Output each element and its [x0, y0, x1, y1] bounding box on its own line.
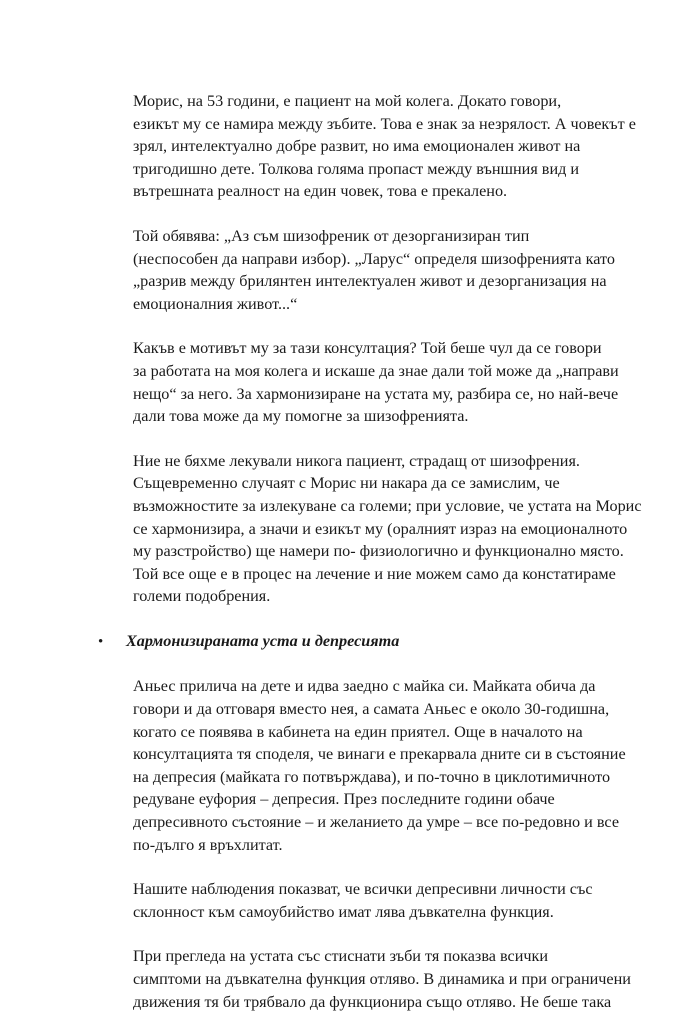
text-line: Той все още е в процес на лечение и ние можем само да констатираме [133, 564, 616, 583]
text-line: големи подобрения. [133, 587, 271, 606]
text-line: възможностите за излекуване са големи; при условие, че устата на Морис [133, 496, 642, 515]
text-line: Нашите наблюдения показват, че всички депресивни личности със [133, 880, 593, 899]
paragraph [98, 337, 618, 427]
text-line: по-дълго я връхлитат. [133, 835, 283, 854]
text-line: говори и да отговаря вместо нея, а самата Аньес е около 30-годишна, [133, 700, 610, 719]
paragraph [98, 675, 626, 856]
paragraph [98, 878, 618, 923]
text-line: При прегледа на устата със стиснати зъби тя показва всички [133, 947, 549, 966]
text-line: „разрив между брилянтен интелектуален живот и дезорганизация на [133, 272, 607, 291]
text-line: вътрешната реалност на един човек, това е прекалено. [133, 182, 508, 201]
paragraphs-before-heading [98, 90, 642, 608]
text-line: на депресия (майката го потвърждава), и по-точно в циклотимичното [133, 767, 611, 786]
section-heading [98, 630, 618, 654]
bullet-icon: • [98, 633, 104, 650]
text-line: депресивното състояние – и желанието да умре – все по-редовно и все [133, 813, 620, 832]
paragraph [98, 945, 631, 1013]
text-line: симптоми на дъвкателна функция отляво. В динамика и при ограничени [133, 970, 631, 988]
text-line: му разстройство) ще намери по- физиологично и функционално място. [133, 542, 624, 561]
text-line: се хармонизира, а значи и езикът му (оралният израз на емоционалното [133, 519, 628, 538]
text-line: емоционалния живот...“ [133, 294, 298, 313]
text-line: склонност към самоубийство имат лява дъвкателна функция. [133, 902, 554, 921]
text-line: Морис, на 53 години, е пациент на мой колега. Докато говори, [133, 92, 562, 110]
text-line: Същевременно случаят с Морис ни накара да се замислим, че [133, 474, 560, 493]
paragraph [98, 225, 618, 315]
text-line: консултацията тя споделя, че винаги е прекарвала дните си в състояние [133, 745, 626, 764]
text-line: Той обявява: „Аз съм шизофреник от дезорганизиран тип [133, 226, 530, 245]
text-line: езикът му се намира между зъбите. Това е знак за незрялост. А човекът е [133, 114, 636, 133]
text-line: тригодишно дете. Толкова голяма пропаст между външния вид и [133, 159, 580, 178]
paragraph [98, 90, 636, 203]
text-line: зрял, интелектуално добре развит, но има емоционален живот на [133, 137, 581, 156]
page-body [98, 90, 642, 1035]
text-line: движения тя би трябвало да функционира също отляво. Не беше така [133, 992, 612, 1011]
paragraphs-after-heading [98, 675, 631, 1013]
paragraph [98, 450, 642, 608]
text-line: Ние не бяхме лекували никога пациент, страдащ от шизофрения. [133, 451, 580, 470]
text-line: за работата на моя колега и искаше да знае дали той може да „направи [133, 361, 619, 380]
text-line: редуване еуфория – депресия. През последните години обаче [133, 790, 555, 809]
text-line: (неспособен да направи избор). „Ларус“ определя шизофренията като [133, 249, 615, 268]
text-line: когато се появява в кабинета на един приятел. Още в началото на [133, 722, 583, 741]
text-line: Аньес прилича на дете и идва заедно с майка си. Майката обича да [133, 677, 596, 696]
text-line: нещо“ за него. За хармонизиране на устата му, разбира се, но най-вече [133, 384, 619, 403]
text-line: Какъв е мотивът му за тази консултация? Той беше чул да се говори [133, 339, 602, 358]
section-heading-text: Хармонизираната уста и депресията [126, 631, 400, 650]
text-line: дали това може да му помогне за шизофренията. [133, 407, 469, 426]
